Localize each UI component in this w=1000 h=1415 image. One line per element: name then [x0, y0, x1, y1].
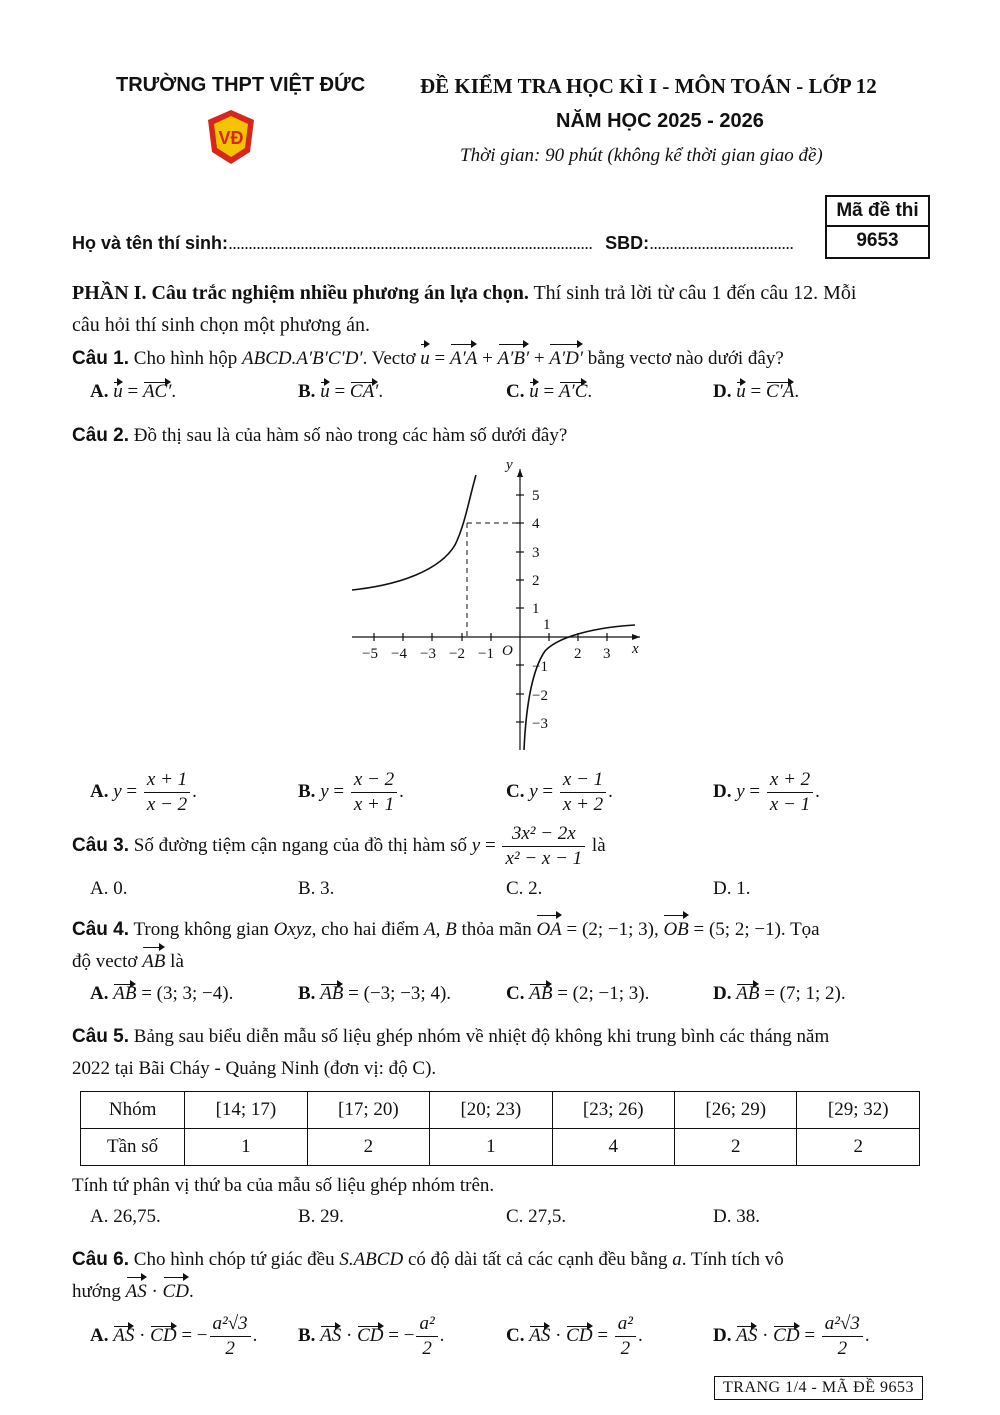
table-cell: 2 — [797, 1129, 920, 1166]
svg-text:−4: −4 — [391, 646, 407, 662]
svg-text:5: 5 — [532, 488, 540, 504]
q3-option-a[interactable]: A. 0. — [90, 878, 128, 899]
question-4: Câu 4. Trong không gian Oxyz, cho hai điểm A, B thỏa mãn OA = (2; −1; 3), OB = (5; 2; −1). Tọa — [72, 914, 932, 946]
q2-option-d[interactable]: D. y = $\frac{x + 2}{x - 1}$ . — [713, 769, 820, 815]
table-cell: 2 — [307, 1129, 429, 1166]
table-cell: 1 — [430, 1129, 552, 1166]
question-3: Câu 3. Số đường tiệm cận ngang của đồ thị hàm số y = $\frac{\text{3x² − 2x}}{\text{x² − x − 1}}$ là — [72, 823, 606, 870]
table-header-cell: [29; 32) — [797, 1092, 920, 1129]
q6-option-c[interactable]: C. AS · CD = $\frac{\text{a²}}{2}$ . — [506, 1313, 643, 1359]
svg-text:2: 2 — [532, 573, 540, 589]
svg-text:−2: −2 — [532, 688, 548, 704]
question-6: Câu 6. Cho hình chóp tứ giác đều S.ABCD có độ dài tất cả các cạnh đều bằng a. Tính tích vô — [72, 1249, 784, 1270]
svg-text:x: x — [632, 641, 639, 657]
table-header-cell: [20; 23) — [430, 1092, 552, 1129]
svg-text:VĐ: VĐ — [218, 128, 244, 148]
table-row — [81, 1092, 920, 1129]
question-4-line2: độ vectơ AB là — [72, 946, 932, 978]
table-header-cell: [14; 17) — [185, 1092, 307, 1129]
school-name: TRƯỜNG THPT VIỆT ĐỨC — [116, 74, 366, 96]
function-graph — [340, 455, 660, 760]
part1-heading: PHẦN I. Câu trắc nghiệm nhiều phương án lựa chọn. Thí sinh trả lời từ câu 1 đến câu 12. Mỗi — [72, 282, 857, 304]
question-1: Câu 1. Cho hình hộp ABCD.A′B′C′D′. Vectơ u = A′A + A′B′ + A′D′ bằng vectơ nào dưới đây? — [72, 343, 932, 375]
frequency-table — [80, 1091, 920, 1166]
school-logo — [202, 106, 260, 168]
svg-text:1: 1 — [543, 617, 551, 633]
q1-option-a[interactable]: A. u = AC′. — [90, 381, 177, 402]
q1-option-b[interactable]: B. u = CA′. — [298, 381, 384, 402]
exam-time: Thời gian: 90 phút (không kể thời gian giao đề) — [460, 145, 823, 166]
svg-text:4: 4 — [532, 516, 540, 532]
exam-code-box — [825, 195, 930, 259]
q3-option-c[interactable]: C. 2. — [506, 878, 543, 899]
svg-text:y: y — [506, 457, 513, 473]
sbd-label: SBD: — [605, 233, 650, 253]
q2-option-b[interactable]: B. y = $\frac{x - 2}{x + 1}$ . — [298, 769, 404, 815]
q3-option-d[interactable]: D. 1. — [713, 878, 751, 899]
exam-code: 9653 — [827, 225, 928, 255]
svg-text:3: 3 — [603, 646, 611, 662]
q4-option-c[interactable]: C. AB = (2; −1; 3). — [506, 983, 650, 1004]
question-5: Câu 5. Bảng sau biểu diễn mẫu số liệu ghép nhóm về nhiệt độ không khi trung bình các tháng năm — [72, 1026, 830, 1047]
question-6-line2: hướng AS · CD. — [72, 1276, 932, 1308]
page-footer: TRANG 1/4 - MÃ ĐỀ 9653 — [714, 1376, 923, 1400]
question-2: Câu 2. Đồ thị sau là của hàm số nào trong các hàm số dưới đây? — [72, 425, 568, 446]
q4-option-a[interactable]: A. AB = (3; 3; −4). — [90, 983, 234, 1004]
name-dots: ........................................................................................... — [228, 233, 593, 253]
svg-text:−1: −1 — [532, 659, 548, 675]
q6-option-d[interactable]: D. AS · CD = $\frac{\text{a²√3}}{2}$ . — [713, 1313, 870, 1359]
table-cell: Tần số — [81, 1129, 185, 1166]
table-header-cell: [26; 29) — [675, 1092, 797, 1129]
svg-text:−3: −3 — [532, 716, 548, 732]
sbd-dots: .................................... — [649, 233, 794, 253]
q4-option-b[interactable]: B. AB = (−3; −3; 4). — [298, 983, 452, 1004]
q1-option-d[interactable]: D. u = C′A. — [713, 381, 800, 402]
school-year: NĂM HỌC 2025 - 2026 — [556, 110, 764, 132]
table-header-cell: Nhóm — [81, 1092, 185, 1129]
q3-option-b[interactable]: B. 3. — [298, 878, 335, 899]
svg-text:1: 1 — [532, 601, 540, 617]
q4-option-d[interactable]: D. AB = (7; 1; 2). — [713, 983, 846, 1004]
q5-option-a[interactable]: A. 26,75. — [90, 1206, 161, 1227]
question-5-prompt: Tính tứ phân vị thứ ba của mẫu số liệu ghép nhóm trên. — [72, 1175, 495, 1196]
q1-option-c[interactable]: C. u = A′C. — [506, 381, 593, 402]
svg-text:2: 2 — [574, 646, 582, 662]
q5-option-b[interactable]: B. 29. — [298, 1206, 344, 1227]
table-cell: 4 — [552, 1129, 674, 1166]
name-label: Họ và tên thí sinh: — [72, 233, 229, 253]
table-header-cell: [23; 26) — [552, 1092, 674, 1129]
svg-text:−5: −5 — [362, 646, 378, 662]
exam-code-label: Mã đề thi — [836, 200, 919, 221]
q2-option-c[interactable]: C. y = $\frac{x - 1}{x + 2}$ . — [506, 769, 613, 815]
table-cell: 1 — [185, 1129, 307, 1166]
part1-desc: câu hỏi thí sinh chọn một phương án. — [72, 314, 371, 336]
candidate-line — [72, 233, 793, 254]
table-row — [81, 1129, 920, 1166]
exam-title: ĐỀ KIỂM TRA HỌC KÌ I - MÔN TOÁN - LỚP 12 — [420, 74, 877, 98]
question-5-line2: 2022 tại Bãi Cháy - Quảng Ninh (đơn vị: độ C). — [72, 1058, 437, 1079]
q5-option-c[interactable]: C. 27,5. — [506, 1206, 567, 1227]
svg-text:−2: −2 — [449, 646, 465, 662]
svg-text:3: 3 — [532, 545, 540, 561]
q6-option-a[interactable]: A. AS · CD = − $\frac{\text{a²√3}}{2}$ . — [90, 1313, 258, 1359]
svg-text:−3: −3 — [420, 646, 436, 662]
q5-option-d[interactable]: D. 38. — [713, 1206, 760, 1227]
q6-option-b[interactable]: B. AS · CD = − $\frac{\text{a²}}{2}$ . — [298, 1313, 445, 1359]
table-cell: 2 — [675, 1129, 797, 1166]
q2-option-a[interactable]: A. y = $\frac{x + 1}{x - 2}$ . — [90, 769, 197, 815]
table-header-cell: [17; 20) — [307, 1092, 429, 1129]
svg-text:−1: −1 — [478, 646, 494, 662]
svg-text:O: O — [502, 643, 513, 659]
